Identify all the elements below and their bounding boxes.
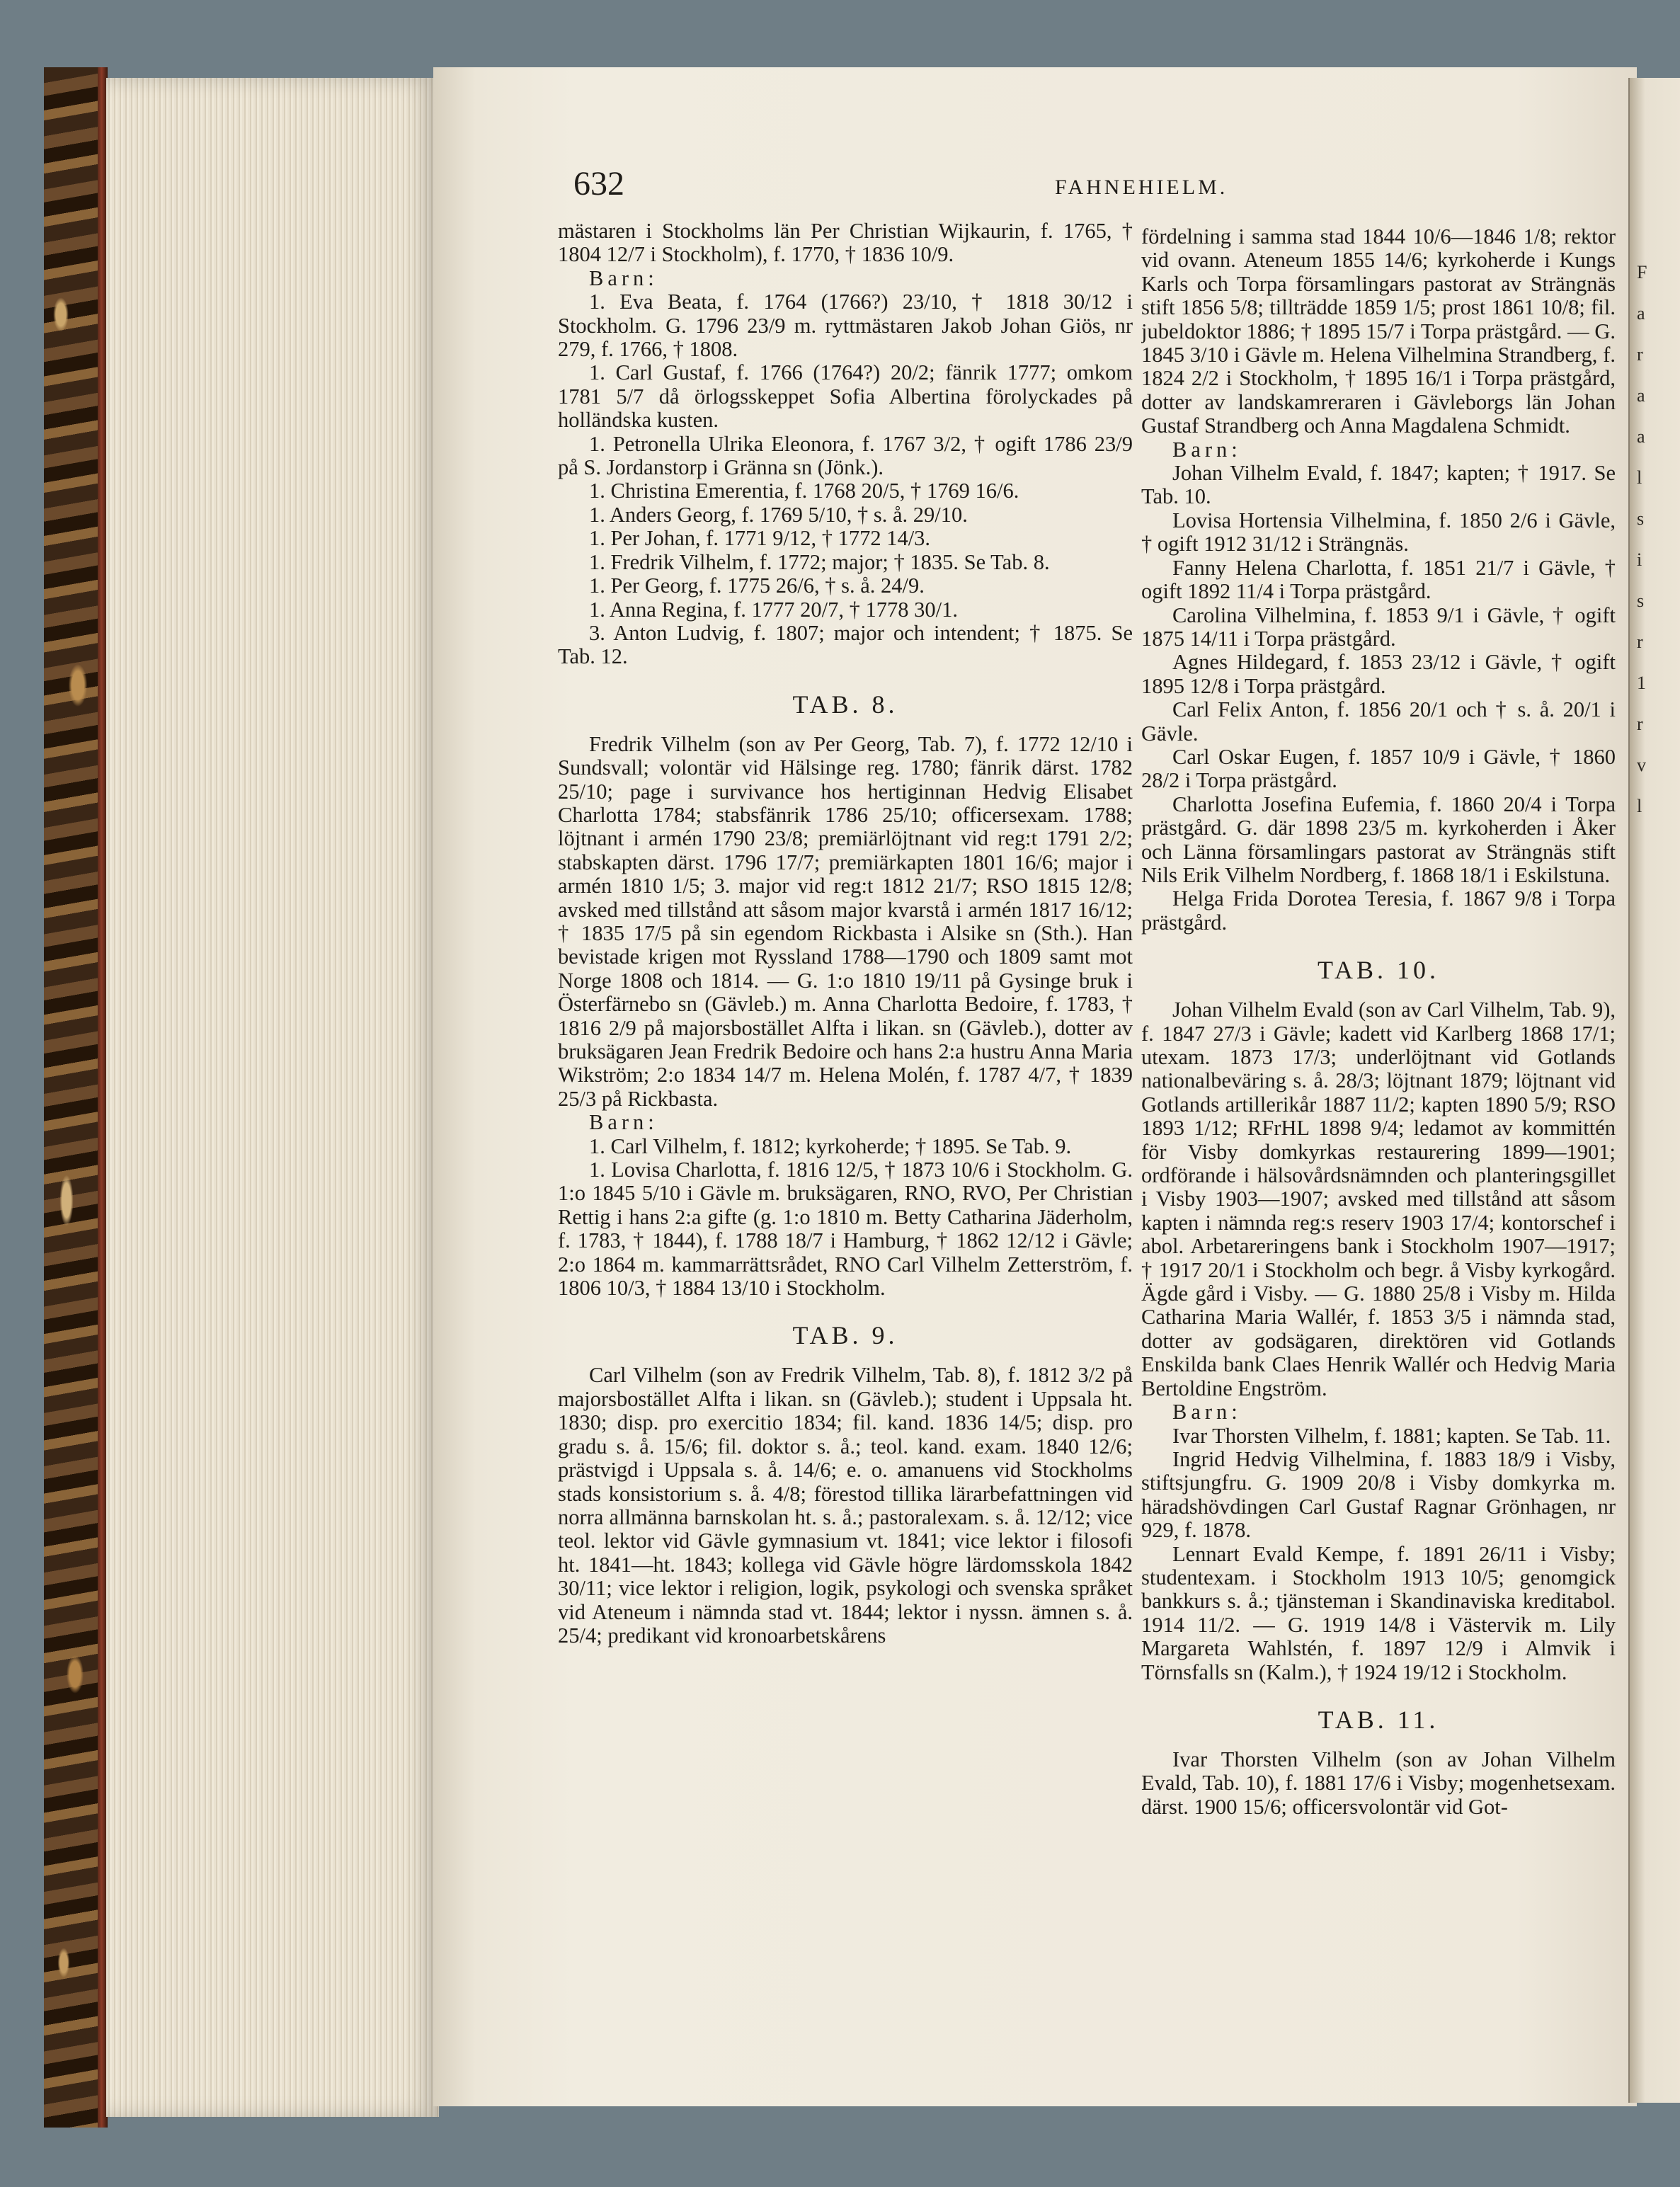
entry-paragraph: Carolina Vilhelmina, f. 1853 9/1 i Gävle, † ogift 1875 14/11 i Torpa prästgård.	[1141, 603, 1616, 651]
entry-paragraph: Fredrik Vilhelm (son av Per Georg, Tab. 7), f. 1772 12/10 i Sundsvall; volontär vid Hälsinge reg. 1780; fänrik därst. 1782 25/10; page i survivance hos hertiginnan Hedvig Elisabet Charlotta 1784; stabsfänrik 1786 25/10; officersexam. 1788; löjtnant i armén 1790 23/8; premiärlöjtnant vid reg:t 1791 2/2; stabskapten därst. 1796 17/7; premiärkapten 1801 16/6; major i armén 1810 1/5; 3. major vid reg:t 1812 21/7; RSO 1815 12/8; avsked med tillstånd att såsom major kvarstå i armén 1817 16/12; † 1835 17/5 på sin egendom Rickbasta i Alsike sn (Sth.). Han bevistade krigen mot Ryssland 1788—1790 och 1809 samt mot Norge 1808 och 1814. — G. 1:o 1810 19/11 på Gysinge bruk i Österfärnebo sn (Gävleb.) m. Anna Charlotta Bedoire, f. 1783, † 1816 2/9 på majorsbostället Alfta i likan. sn (Gävleb.), dotter av bruksägaren Jean Fredrik Bedoire och hans 2:a hustru Anna Maria Wikström; 2:o 1834 14/7 m. Helena Molén, f. 1787 4/7, † 1839 25/3 på Rickbasta.	[558, 731, 1133, 1111]
right-column	[1141, 225, 1616, 1819]
entry-paragraph: mästaren i Stockholms län Per Christian Wijkaurin, f. 1765, † 1804 12/7 i Stockholm), f. 1770, † 1836 10/9.	[558, 219, 1133, 267]
entry-paragraph: 1. Petronella Ulrika Eleonora, f. 1767 3/2, † ogift 1786 23/9 på S. Jordanstorp i Gränna sn (Jönk.).	[558, 431, 1133, 480]
running-head: FAHNEHIELM.	[1055, 176, 1228, 199]
entry-paragraph: 1. Christina Emerentia, f. 1768 20/5, † 1769 16/6.	[589, 479, 1019, 503]
children-heading: Barn:	[589, 1110, 658, 1135]
entry-paragraph: Ingrid Hedvig Vilhelmina, f. 1883 18/9 i Visby, stiftsjungfru. G. 1909 20/8 i Visby domkyrka m. häradshövdingen Carl Gustaf Ragnar Grönhagen, nr 929, f. 1878.	[1141, 1446, 1616, 1543]
next-page-fragment: s	[1637, 590, 1645, 611]
table-heading: TAB. 9.	[792, 1321, 898, 1350]
next-page-fragment: r	[1637, 344, 1643, 365]
entry-paragraph: 3. Anton Ludvig, f. 1807; major och intendent; † 1875. Se Tab. 12.	[558, 620, 1133, 669]
entry-paragraph: 1. Anders Georg, f. 1769 5/10, † s. å. 29/10.	[589, 502, 968, 527]
next-page-fragment: i	[1637, 549, 1642, 570]
next-page-fragment: r	[1637, 632, 1643, 652]
next-page-fragment: a	[1637, 426, 1645, 447]
entry-paragraph: 1. Fredrik Vilhelm, f. 1772; major; † 1835. Se Tab. 8.	[589, 549, 1050, 574]
entry-paragraph: Carl Oskar Eugen, f. 1857 10/9 i Gävle, † 1860 28/2 i Torpa prästgård.	[1141, 744, 1616, 793]
entry-paragraph: 1. Per Johan, f. 1771 9/12, † 1772 14/3.	[589, 526, 931, 551]
entry-paragraph: Ivar Thorsten Vilhelm, f. 1881; kapten. Se Tab. 11.	[1172, 1423, 1611, 1448]
entry-paragraph: Ivar Thorsten Vilhelm (son av Johan Vilhelm Evald, Tab. 10), f. 1881 17/6 i Visby; mogenhetsexam. därst. 1900 15/6; officersvolontär vid Got-	[1141, 1747, 1616, 1819]
entry-paragraph: Carl Vilhelm (son av Fredrik Vilhelm, Tab. 8), f. 1812 3/2 på majorsbostället Alfta i likan. sn (Gävleb.); student i Uppsala ht. 1830; disp. pro exercitio 1834; fil. kand. 1836 14/5; disp. pro gradu s. å. 15/6; fil. doktor s. å.; teol. kand. exam. 1840 12/6; prästvigd i Uppsala s. å. 14/6; e. o. amanuens vid Stockholms stads konsistorium s. å. 4/8; förestod tillika lärarbefattningen vid norra allmänna barnskolan ht. s. å.; pastoralexam. s. å. 12/12; vice teol. lektor vid Gävle gymnasium vt. 1841; vice lektor i filosofi ht. 1841—ht. 1843; kollega vid Gävle högre lärdomsskola 1842 30/11; vice lektor i religion, logik, psykologi och svenska språket vid Ateneum i nämnda stad vt. 1844; lektor i nyssn. ämnen s. å. 25/4; predikant vid kronoarbetskårens	[558, 1363, 1133, 1648]
left-column	[558, 219, 1133, 1648]
entry-paragraph: Fanny Helena Charlotta, f. 1851 21/7 i Gävle, † ogift 1892 11/4 i Torpa prästgård.	[1141, 555, 1616, 604]
entry-paragraph: fördelning i samma stad 1844 10/6—1846 1/8; rektor vid ovann. Ateneum 1855 14/6; kyrkoherde i Kungs Karls och Torpa församlingars pastorat av Strängnäs stift 1856 5/8; tillträdde 1859 1/5; prost 1861 10/8; fil. jubeldoktor 1886; † 1895 15/7 i Torpa prästgård. — G. 1845 3/10 i Gävle m. Helena Vilhelmina Strandberg, f. 1824 2/2 i Stockholm, † 1895 16/1 i Torpa prästgård, dotter av landskamreraren i Gävleborgs län Johan Gustaf Strandberg och Anna Magdalena Schmidt.	[1141, 225, 1616, 438]
next-page-fragment: v	[1637, 755, 1646, 775]
entry-paragraph: 1. Anna Regina, f. 1777 20/7, † 1778 30/1.	[589, 597, 959, 622]
next-page-fragment: a	[1637, 303, 1645, 324]
next-page-fragment: s	[1637, 508, 1645, 529]
entry-paragraph: Johan Vilhelm Evald, f. 1847; kapten; † 1917. Se Tab. 10.	[1141, 461, 1616, 509]
entry-paragraph: 1. Carl Vilhelm, f. 1812; kyrkoherde; † 1895. Se Tab. 9.	[589, 1134, 1072, 1158]
entry-paragraph: 1. Lovisa Charlotta, f. 1816 12/5, † 1873 10/6 i Stockholm. G. 1:o 1845 5/10 i Gävle m. bruksägaren, RNO, RVO, Per Christian Rettig i hans 2:a gifte (g. 1:o 1810 m. Betty Catharina Jäderholm, f. 1783, † 1844), f. 1788 18/7 i Hamburg, † 1862 12/12 i Gävle; 2:o 1864 m. kammarrättsrådet, RNO Carl Vilhelm Zetterström, f. 1806 10/3, † 1884 13/10 i Stockholm.	[558, 1158, 1133, 1301]
page-stack	[106, 78, 439, 2117]
entry-paragraph: Helga Frida Dorotea Teresia, f. 1867 9/8 i Torpa prästgård.	[1141, 886, 1616, 935]
table-heading: TAB. 10.	[1317, 956, 1440, 985]
next-page-edge	[1628, 78, 1680, 2103]
next-page-fragment: l	[1637, 796, 1642, 816]
table-heading: TAB. 11.	[1318, 1705, 1439, 1734]
next-page-fragment: a	[1637, 385, 1645, 406]
entry-paragraph: Agnes Hildegard, f. 1853 23/12 i Gävle, † ogift 1895 12/8 i Torpa prästgård.	[1141, 650, 1616, 698]
children-heading: Barn:	[589, 265, 658, 290]
entry-paragraph: Carl Felix Anton, f. 1856 20/1 och † s. å. 20/1 i Gävle.	[1141, 697, 1616, 746]
book-edge-marbled	[44, 67, 101, 2128]
next-page-fragment: l	[1637, 467, 1642, 488]
entry-paragraph: Johan Vilhelm Evald (son av Carl Vilhelm, Tab. 9), f. 1847 27/3 i Gävle; kadett vid Karlberg 1868 17/1; utexam. 1873 17/3; underlöjtnant vid Gotlands nationalbeväring s. å. 28/3; löjtnant 1879; löjtnant vid Gotlands artillerikår 1887 11/2; kapten 1890 5/9; RSO 1893 1/12; RFrHL 1898 9/4; ledamot av kommittén för Visby domkyrkas restaurering 1899—1901; ordförande i hälsovårdsnämnden och planteringsgillet i Visby 1903—1907; avsked med tillstånd att såsom kapten i nämnda reg:s reserv 1903 17/4; kontorschef i abol. Arbetareringens bank i Stockholm 1907—1917; † 1917 20/1 i Stockholm och begr. å Visby kyrkogård. Ägde gård i Visby. — G. 1880 25/8 i Visby m. Hilda Catharina Maria Wallér, f. 1853 3/5 i nämnda stad, dotter av godsägaren, direktören vid Gotlands Enskilda bank Claes Henrik Wallér och Hedvig Maria Bertoldine Engström.	[1141, 998, 1616, 1400]
entry-paragraph: Lovisa Hortensia Vilhelmina, f. 1850 2/6 i Gävle, † ogift 1912 31/12 i Strängnäs.	[1141, 508, 1616, 556]
entry-paragraph: Lennart Evald Kempe, f. 1891 26/11 i Visby; studentexam. i Stockholm 1913 10/5; genomgick bankkurs s. å.; tjänsteman i Skandinaviska kreditabol. 1914 11/2. — G. 1919 14/8 i Västervik m. Lily Margareta Wahlstén, f. 1897 12/9 i Almvik i Törnsfalls sn (Kalm.), † 1924 19/12 i Stockholm.	[1141, 1541, 1616, 1684]
table-heading: TAB. 8.	[792, 690, 898, 719]
children-heading: Barn:	[1172, 1400, 1242, 1424]
next-page-fragment: 1	[1637, 673, 1646, 693]
next-page-fragment: F	[1637, 262, 1647, 282]
entry-paragraph: Charlotta Josefina Eufemia, f. 1860 20/4 i Torpa prästgård. G. där 1898 23/5 m. kyrkoherden i Åker och Länna församlingars pastorat av Strängnäs stift Nils Erik Vilhelm Nordberg, f. 1868 18/1 i Eskilstuna.	[1141, 792, 1616, 887]
entry-paragraph: 1. Eva Beata, f. 1764 (1766?) 23/10, † 1818 30/12 i Stockholm. G. 1796 23/9 m. ryttmästaren Jakob Johan Giös, nr 279, f. 1766, † 1808.	[558, 290, 1133, 362]
page-number: 632	[573, 165, 624, 202]
next-page-fragment: r	[1637, 714, 1643, 734]
entry-paragraph: 1. Per Georg, f. 1775 26/6, † s. å. 24/9.	[589, 573, 925, 598]
children-heading: Barn:	[1172, 437, 1242, 462]
entry-paragraph: 1. Carl Gustaf, f. 1766 (1764?) 20/2; fänrik 1777; omkom 1781 5/7 då örlogsskeppet Sofia Albertina förolyckades på holländska kusten.	[558, 360, 1133, 433]
